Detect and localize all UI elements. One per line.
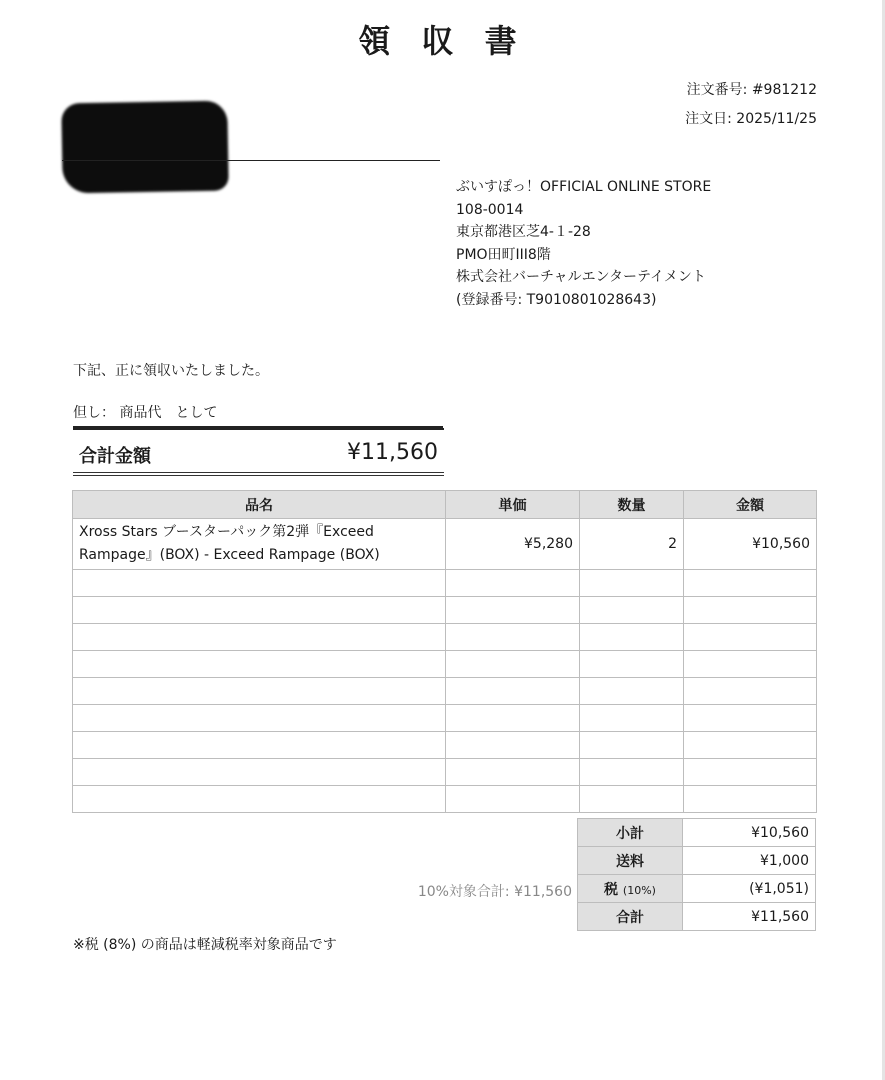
redacted-recipient-name [61, 101, 229, 194]
header-quantity: 数量 [580, 491, 684, 519]
summary-row-subtotal [578, 819, 816, 847]
store-address-line2: PMO田町III8階 [456, 246, 551, 263]
empty-row [73, 597, 817, 624]
total-amount-label: 合計金額 [79, 446, 151, 467]
empty-row [73, 705, 817, 732]
shipping-label: 送料 [578, 847, 683, 875]
item-name-line2: Rampage』(BOX) - Exceed Rampage (BOX) [79, 547, 380, 563]
item-unit-price: ¥5,280 [446, 519, 580, 570]
summary-table [577, 818, 816, 931]
page-title: 領 収 書 [358, 22, 527, 60]
order-date: 注文日: 2025/11/25 [685, 111, 817, 127]
order-number: 注文番号: #981212 [686, 82, 817, 98]
summary-row-shipping [578, 847, 816, 875]
item-amount: ¥10,560 [684, 519, 817, 570]
tax-label-cell [578, 875, 683, 903]
header-unit-price: 単価 [446, 491, 580, 519]
empty-row [73, 786, 817, 813]
summary-row-tax [578, 875, 816, 903]
purpose-statement: 但し： 商品代 として [73, 402, 443, 428]
items-header-row [73, 491, 817, 519]
store-registration: (登録番号: T9010801028643) [456, 291, 657, 308]
store-info [456, 176, 711, 312]
header-amount: 金額 [684, 491, 817, 519]
summary-row-total [578, 903, 816, 931]
subtotal-value: ¥10,560 [683, 819, 816, 847]
table-row [73, 519, 817, 570]
empty-row [73, 570, 817, 597]
empty-row [73, 651, 817, 678]
tax-target-total: 10%対象合計: ¥11,560 [417, 884, 572, 900]
header-item-name: 品名 [73, 491, 446, 519]
store-postal: 108-0014 [456, 201, 524, 218]
empty-row [73, 732, 817, 759]
item-quantity: 2 [580, 519, 684, 570]
order-info [685, 76, 817, 134]
items-table [72, 490, 817, 813]
grand-total-value: ¥11,560 [683, 903, 816, 931]
grand-total-label: 合計 [578, 903, 683, 931]
store-company: 株式会社バーチャルエンターテイメント [456, 269, 706, 286]
subtotal-label: 小計 [578, 819, 683, 847]
store-name: ぶいすぽっ！OFFICIAL ONLINE STORE [456, 179, 712, 195]
received-statement: 下記、正に領収いたしました。 [73, 363, 269, 379]
empty-row [73, 624, 817, 651]
recipient-underline [62, 160, 440, 161]
item-name-cell [73, 519, 446, 570]
empty-row [73, 759, 817, 786]
tax-rate: (10%) [622, 883, 656, 897]
tax-value: (¥1,051) [683, 875, 816, 903]
tax-label: 税 [604, 881, 619, 898]
item-name-line1: Xross Stars ブースターパック第2弾『Exceed [79, 524, 374, 540]
empty-row [73, 678, 817, 705]
total-amount-value: ¥11,560 [347, 440, 438, 465]
shipping-value: ¥1,000 [683, 847, 816, 875]
reduced-tax-footnote: ※税 (8%) の商品は軽減税率対象商品です [73, 937, 337, 953]
total-amount-box [73, 428, 444, 476]
store-address-line1: 東京都港区芝4-１-28 [456, 224, 591, 241]
